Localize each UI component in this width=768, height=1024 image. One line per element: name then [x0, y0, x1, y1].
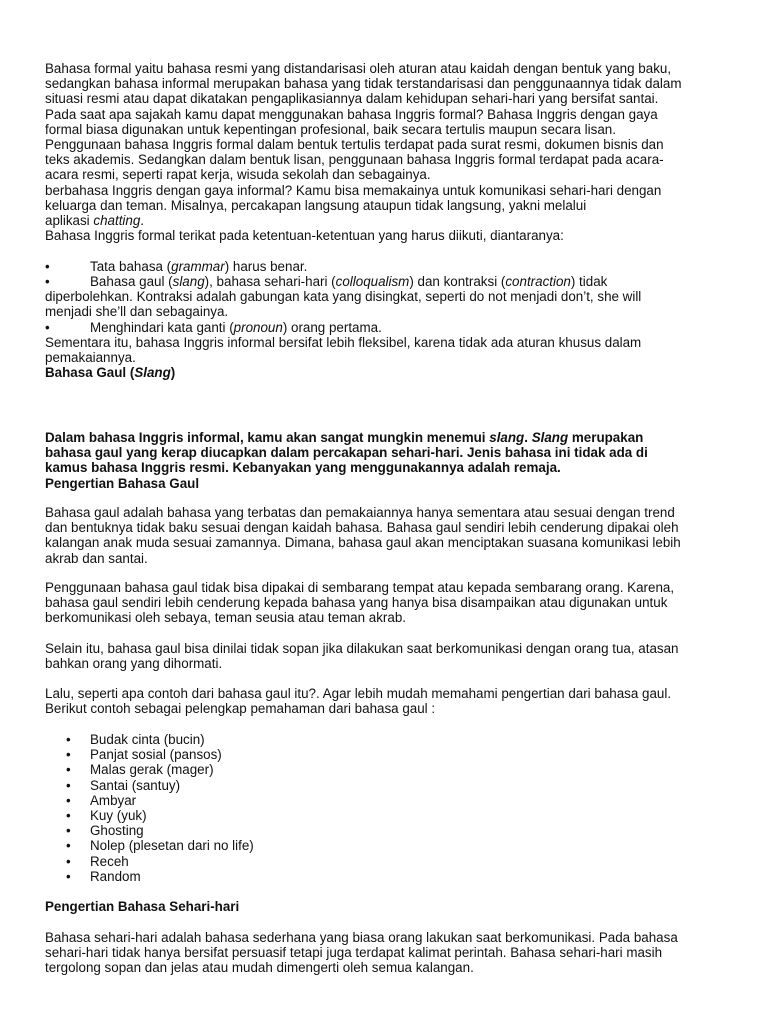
heading-sehari: Pengertian Bahasa Sehari-hari	[45, 899, 240, 914]
list-item	[45, 793, 254, 808]
text-line: Penggunaan bahasa gaul tidak bisa dipakai di sembarang tempat atau kepada sembarang orang. Karena,	[45, 580, 675, 595]
list-item-text: Kuy (yuk)	[90, 808, 147, 824]
text-line: berkomunikasi oleh sebaya, teman seusia atau teman akrab.	[45, 610, 407, 626]
text-span: ) harus benar.	[224, 259, 308, 274]
text-line: Lalu, seperti apa contoh dari bahasa gaul itu?. Agar lebih mudah memahami pengertian dari bahasa gaul.	[45, 686, 672, 701]
text-line: bahasa gaul sendiri lebih cenderung kepada bahasa yang hanya bisa disampaikan atau digunakan untuk	[45, 595, 668, 611]
list-item	[45, 762, 254, 777]
text-span: Bahasa Gaul (	[45, 365, 135, 381]
text-line: teks akademis. Sedangkan dalam bentuk lisan, penggunaan bahasa Inggris formal terdapat pada acara-	[45, 152, 664, 168]
text-line: akrab dan santai.	[45, 550, 148, 566]
gaul-paragraph-4	[45, 686, 761, 716]
text-span: Bahasa gaul (	[90, 274, 173, 289]
text-span: aplikasi	[45, 213, 94, 229]
gaul-paragraph-2	[45, 580, 761, 626]
italic-term: Slang	[134, 365, 171, 381]
list-item-text: Santai (santuy)	[90, 777, 181, 793]
rule-text	[90, 274, 607, 289]
text-span: Dalam bahasa Inggris informal, kamu akan sangat mungkin menemui	[45, 430, 490, 445]
gaul-paragraph-1	[45, 505, 761, 566]
bullet-icon: •	[66, 853, 71, 869]
list-item-text: Ambyar	[90, 792, 137, 808]
text-line: kamus bahasa Inggris resmi. Kebanyakan yang menggunakannya adalah remaja.	[45, 460, 561, 476]
text-span: Tata bahasa (	[90, 259, 172, 274]
bullet-icon: •	[45, 274, 50, 289]
intro-paragraph	[45, 61, 761, 243]
italic-term: contraction	[505, 274, 571, 289]
gaul-paragraph-3	[45, 641, 761, 671]
italic-term: slang	[489, 430, 525, 445]
text-line: formal biasa digunakan untuk kepentingan profesional, baik secara tertulis maupun secara lisan.	[45, 121, 616, 137]
text-span: merupakan	[568, 430, 644, 445]
text-line: Bahasa Inggris formal terikat pada ketentuan-ketentuan yang harus diikuti, diantaranya:	[45, 228, 564, 244]
list-item	[45, 838, 254, 853]
text-span: ) dan kontraksi (	[409, 274, 506, 289]
list-item	[45, 778, 254, 793]
text-span: )	[170, 365, 176, 381]
list-item-text: Malas gerak (mager)	[90, 762, 214, 778]
bullet-icon: •	[66, 762, 71, 778]
bullet-icon: •	[66, 823, 71, 839]
text-line: bahasa gaul yang kerap diucapkan dalam percakapan sehari-hari. Jenis bahasa ini tidak ada di	[45, 445, 648, 461]
text-line: diperbolehkan. Kontraksi adalah gabungan kata yang disingkat, seperti do not menjadi don’t, she will	[45, 289, 642, 304]
text-line: situasi resmi atau dapat dikatakan pengaplikasiannya dalam kehidupan sehari-hari yang bersifat santai.	[45, 91, 659, 107]
italic-term: colloqualism	[335, 274, 410, 289]
list-item-text: Receh	[90, 853, 129, 869]
informal-paragraph	[45, 335, 761, 381]
text-line: dan bentuknya tidak baku sesuai dengan kaidah bahasa. Bahasa gaul sendiri lebih cenderung dipakai oleh	[45, 520, 679, 536]
text-span: ) tidak	[570, 274, 608, 289]
list-item	[45, 823, 254, 838]
bullet-icon: •	[66, 792, 71, 808]
list-item-text: Random	[90, 868, 141, 884]
italic-term: slang	[172, 274, 205, 289]
bullet-icon: •	[66, 747, 71, 763]
bullet-icon: •	[66, 777, 71, 793]
text-line: kalangan anak muda sesuai zamannya. Dimana, bahasa gaul akan menciptakan suasana komunikasi lebih	[45, 535, 681, 551]
list-item-text: Budak cinta (bucin)	[90, 732, 205, 747]
text-line: Berikut contoh sebagai pelengkap pemahaman dari bahasa gaul :	[45, 701, 436, 717]
slang-example-list	[45, 732, 254, 884]
list-item	[45, 747, 254, 762]
italic-term: Slang	[531, 430, 569, 445]
text-line: sehari-hari tidak hanya bersifat persuasif tetapi juga terdapat kalimat perintah. Bahasa sehari-hari masih	[45, 945, 663, 961]
heading-pengertian-gaul: Pengertian Bahasa Gaul	[45, 475, 200, 491]
text-line: berbahasa Inggris dengan gaya informal? Kamu bisa memakainya untuk komunikasi sehari-hari dengan	[45, 182, 662, 198]
text-line	[45, 213, 761, 228]
text-line: keluarga dan teman. Misalnya, percakapan langsung ataupun tidak langsung, yakni melalui	[45, 197, 587, 213]
rule-item-2-continuation	[45, 289, 761, 319]
slang-intro-paragraph	[45, 430, 761, 491]
list-item	[45, 732, 254, 747]
list-item	[45, 808, 254, 823]
italic-term: chatting	[93, 213, 141, 229]
list-item	[45, 854, 254, 869]
text-span: ) orang pertama.	[282, 320, 382, 335]
bullet-icon: •	[66, 732, 71, 747]
list-item-text: Ghosting	[90, 823, 144, 839]
text-line: Bahasa gaul adalah bahasa yang terbatas dan pemakaiannya hanya sementara atau sesuai dengan trend	[45, 505, 675, 520]
italic-term: pronoun	[233, 320, 283, 335]
italic-term: grammar	[171, 259, 225, 274]
text-line: Pada saat apa sajakah kamu dapat menggunakan bahasa Inggris formal? Bahasa Inggris dengan gaya	[45, 106, 658, 122]
text-line: tergolong sopan dan jelas atau mudah dimengerti oleh semua kalangan.	[45, 960, 474, 976]
list-item	[45, 869, 254, 884]
rule-text	[90, 320, 382, 335]
list-item-text: Panjat sosial (pansos)	[90, 747, 222, 763]
text-line: Penggunaan bahasa Inggris formal dalam bentuk tertulis terdapat pada surat resmi, dokumen bisnis dan	[45, 137, 664, 153]
text-line: pemakaiannya.	[45, 350, 136, 366]
text-line: Bahasa sehari-hari adalah bahasa sederhana yang biasa orang lakukan saat berkomunikasi. Pada bahasa	[45, 930, 678, 945]
bullet-icon: •	[66, 868, 71, 884]
sehari-paragraph	[45, 930, 761, 976]
text-span: Menghindari kata ganti (	[90, 320, 234, 335]
text-line: Bahasa formal yaitu bahasa resmi yang distandarisasi oleh aturan atau kaidah dengan bentuk yang baku,	[45, 61, 672, 76]
text-line: Selain itu, bahasa gaul bisa dinilai tidak sopan jika dilakukan saat berkomunikasi dengan orang tua, atasan	[45, 641, 679, 656]
bullet-icon: •	[66, 838, 71, 854]
bullet-icon: •	[45, 320, 50, 335]
text-line: acara resmi, seperti rapat kerja, wisuda sekolah dan sebagainya.	[45, 167, 431, 183]
text-line: menjadi she’ll dan sebagainya.	[45, 304, 229, 320]
text-span: ), bahasa sehari-hari (	[204, 274, 336, 289]
text-span: .	[140, 213, 145, 229]
heading-slang	[45, 365, 761, 380]
rule-text	[90, 259, 307, 274]
bullet-icon: •	[45, 259, 50, 274]
text-line	[45, 430, 761, 445]
bullet-icon: •	[66, 808, 71, 824]
text-line: bahkan orang yang dihormati.	[45, 656, 223, 672]
text-span: .	[524, 430, 532, 445]
text-line: sedangkan bahasa informal merupakan bahasa yang tidak terstandarisasi dan penggunaannya tidak dalam	[45, 76, 682, 92]
list-item-text: Nolep (plesetan dari no life)	[90, 838, 254, 854]
text-line: Sementara itu, bahasa Inggris informal bersifat lebih fleksibel, karena tidak ada aturan khusus dalam	[45, 335, 642, 350]
